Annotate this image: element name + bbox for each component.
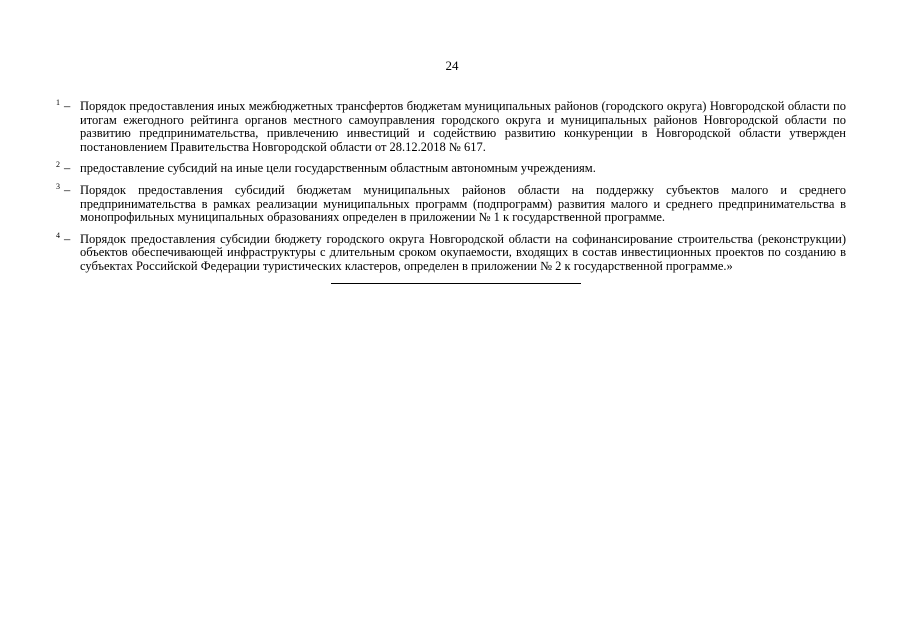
footnote-text: Порядок предоставления иных межбюджетных трансфертов бюджетам муниципальных районов (городского округа) Новгородской области по итогам ежегодного рейтинга органов местного самоуправления городского округа и муниципальных районов Новгородской области по развитию предпринимательства, привлечению инвестиций и содействию развитию конкуренции в Новгородской области утвержден постановлением Правительства Новгородской области от 28.12.2018 № 617. [80, 99, 846, 154]
footnote-3 [56, 181, 846, 225]
footnote-text: предоставление субсидий на иные цели государственным областным автономным учреждениям. [80, 161, 596, 176]
footnote-number: 2 [56, 160, 60, 170]
footnote-marker [56, 230, 71, 247]
footnote-number: 1 [56, 98, 60, 107]
footnote-dash: – [64, 231, 71, 246]
page-number: 24 [445, 58, 459, 73]
footnote-dash: – [64, 99, 71, 113]
footnote-number: 4 [56, 230, 60, 240]
footnote-1 [56, 100, 846, 154]
end-rule-divider [331, 283, 581, 284]
footnote-number: 3 [56, 181, 60, 191]
footnote-2 [56, 162, 846, 176]
footnotes-section [56, 100, 846, 282]
footnote-dash: – [64, 161, 71, 176]
footnote-text: Порядок предоставления субсидий бюджетам муниципальных районов области на поддержку субъектов малого и среднего предпринимательства в рамках реализации муниципальных программ (подпрограмм) развития малого и среднего предпринимательства в монопрофильных муниципальных образованиях определен в приложении № 1 к государственной программе. [80, 182, 846, 225]
footnote-marker [56, 162, 70, 176]
footnote-marker [56, 100, 70, 114]
footnote-marker [56, 181, 71, 198]
footnote-text: Порядок предоставления субсидии бюджету городского округа Новгородской области на софинансирование строительства (реконструкции) объектов обеспечивающей инфраструктуры с длительным сроком окупаемости, входящих в состав инвестиционных проектов по созданию в субъектах Российской Федерации туристических кластеров, определен в приложении № 2 к государственной программе.» [80, 231, 846, 273]
footnote-4 [56, 230, 846, 274]
footnote-dash: – [64, 182, 71, 197]
